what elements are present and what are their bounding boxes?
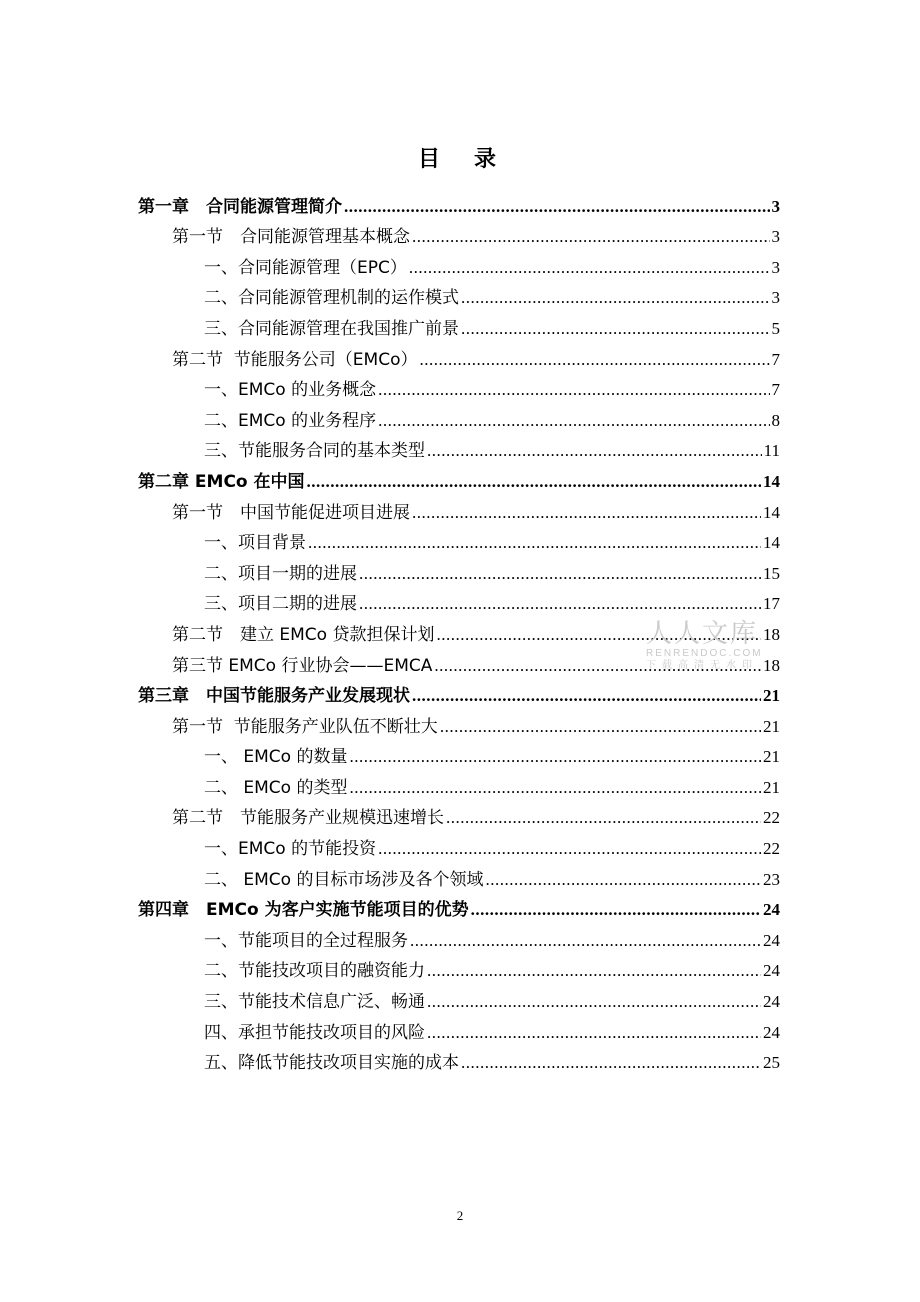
toc-entry-label: 第一节 中国节能促进项目进展 [172, 502, 410, 523]
toc-entry-page: 24 [763, 930, 780, 950]
toc-entry-page: 22 [763, 808, 780, 828]
toc-entry-label: 第二节 建立 EMCo 贷款担保计划 [172, 624, 435, 645]
watermark-tag-text: 下载高清无水印 [646, 660, 758, 671]
toc-leader-dots [344, 197, 770, 217]
toc-leader-dots [427, 961, 761, 981]
toc-leader-dots [409, 258, 770, 278]
toc-leader-dots [420, 350, 770, 370]
toc-entry-label: 一、项目背景 [204, 533, 306, 554]
toc-leader-dots [446, 808, 761, 828]
toc-leader-dots [461, 319, 770, 339]
toc-leader-dots [440, 717, 761, 737]
toc-entry-page: 21 [763, 747, 780, 767]
toc-leader-dots [434, 656, 761, 676]
toc-entry-label: 第一节 合同能源管理基本概念 [172, 227, 410, 248]
toc-entry-label: 三、节能服务合同的基本类型 [204, 441, 425, 462]
toc-entry-page: 24 [763, 1022, 780, 1042]
toc-subsection-entry[interactable] [138, 861, 780, 892]
toc-leader-dots [307, 472, 761, 492]
toc-entry-page: 5 [771, 318, 780, 338]
toc-subsection-entry[interactable] [138, 953, 780, 984]
toc-chapter-entry[interactable] [138, 463, 780, 494]
toc-entry-page: 11 [763, 441, 780, 461]
toc-entry-label: 第二章 EMCo 在中国 [138, 471, 305, 492]
toc-section-entry[interactable] [138, 494, 780, 525]
toc-chapter-entry[interactable] [138, 892, 780, 923]
toc-entry-label: 二、 EMCo 的类型 [204, 777, 348, 798]
toc-leader-dots [412, 503, 761, 523]
toc-leader-dots [486, 870, 762, 890]
toc-leader-dots [461, 1053, 761, 1073]
toc-entry-label: 第二节 节能服务公司（EMCo） [172, 349, 418, 370]
toc-subsection-entry[interactable] [138, 922, 780, 953]
toc-section-entry[interactable] [138, 616, 780, 647]
toc-leader-dots [350, 778, 762, 798]
toc-leader-dots [350, 747, 762, 767]
toc-chapter-entry[interactable] [138, 678, 780, 709]
toc-entry-page: 3 [771, 288, 780, 308]
toc-entry-page: 21 [763, 777, 780, 797]
toc-section-entry[interactable] [138, 219, 780, 250]
toc-subsection-entry[interactable] [138, 555, 780, 586]
toc-chapter-entry[interactable] [138, 188, 780, 219]
toc-entry-label: 一、合同能源管理（EPC） [204, 257, 407, 278]
toc-entry-label: 三、合同能源管理在我国推广前景 [204, 318, 459, 339]
toc-entry-label: 第一节 节能服务产业队伍不断壮大 [172, 716, 438, 737]
toc-subsection-entry[interactable] [138, 983, 780, 1014]
toc-leader-dots [427, 441, 762, 461]
toc-subsection-entry[interactable] [138, 769, 780, 800]
toc-section-entry[interactable] [138, 341, 780, 372]
toc-entry-label: 第三节 EMCo 行业协会——EMCA [172, 655, 433, 676]
toc-entry-page: 21 [763, 686, 780, 706]
toc-leader-dots [471, 900, 761, 920]
toc-subsection-entry[interactable] [138, 310, 780, 341]
toc-subsection-entry[interactable] [138, 586, 780, 617]
toc-leader-dots [461, 288, 770, 308]
toc-entry-label: 第三章 中国节能服务产业发展现状 [138, 686, 410, 707]
toc-entry-label: 第一章 合同能源管理简介 [138, 196, 342, 217]
toc-entry-label: 三、项目二期的进展 [204, 594, 357, 615]
toc-entry-page: 17 [763, 594, 780, 614]
toc-subsection-entry[interactable] [138, 372, 780, 403]
toc-entry-page: 24 [763, 992, 780, 1012]
toc-entry-page: 22 [763, 839, 780, 859]
table-of-contents [138, 188, 780, 1075]
toc-leader-dots [308, 533, 761, 553]
toc-entry-label: 三、节能技术信息广泛、畅通 [204, 992, 425, 1013]
toc-entry-label: 二、项目一期的进展 [204, 563, 357, 584]
toc-leader-dots [359, 564, 761, 584]
toc-entry-page: 24 [763, 961, 780, 981]
toc-subsection-entry[interactable] [138, 433, 780, 464]
toc-section-entry[interactable] [138, 800, 780, 831]
toc-leader-dots [412, 686, 761, 706]
toc-subsection-entry[interactable] [138, 525, 780, 556]
toc-entry-page: 3 [771, 257, 780, 277]
toc-entry-label: 二、 EMCo 的目标市场涉及各个领域 [204, 869, 484, 890]
toc-entry-page: 23 [763, 869, 780, 889]
toc-subsection-entry[interactable] [138, 249, 780, 280]
toc-subsection-entry[interactable] [138, 1014, 780, 1045]
toc-leader-dots [427, 1023, 761, 1043]
toc-entry-label: 二、EMCo 的业务程序 [204, 410, 377, 431]
toc-entry-label: 五、降低节能技改项目实施的成本 [204, 1053, 459, 1074]
toc-entry-page: 25 [763, 1053, 780, 1073]
toc-subsection-entry[interactable] [138, 402, 780, 433]
toc-entry-label: 四、承担节能技改项目的风险 [204, 1022, 425, 1043]
toc-entry-page: 8 [771, 410, 780, 430]
toc-entry-label: 二、合同能源管理机制的运作模式 [204, 288, 459, 309]
toc-section-entry[interactable] [138, 708, 780, 739]
toc-leader-dots [412, 227, 770, 247]
toc-entry-label: 一、EMCo 的业务概念 [204, 380, 377, 401]
toc-leader-dots [410, 931, 761, 951]
toc-subsection-entry[interactable] [138, 280, 780, 311]
toc-entry-label: 第四章 EMCo 为客户实施节能项目的优势 [138, 900, 469, 921]
toc-entry-page: 24 [763, 900, 780, 920]
toc-entry-label: 一、 EMCo 的数量 [204, 747, 348, 768]
toc-entry-page: 14 [763, 502, 780, 522]
toc-entry-label: 第二节 节能服务产业规模迅速增长 [172, 808, 444, 829]
toc-subsection-entry[interactable] [138, 830, 780, 861]
toc-leader-dots [359, 594, 761, 614]
page-number: 2 [456, 1208, 464, 1223]
toc-leader-dots [378, 411, 769, 431]
toc-title: 目 录 [417, 147, 502, 172]
toc-leader-dots [378, 839, 761, 859]
toc-entry-page: 3 [771, 227, 780, 247]
toc-subsection-entry[interactable] [138, 1045, 780, 1076]
toc-entry-page: 7 [771, 349, 780, 369]
toc-entry-label: 一、EMCo 的节能投资 [204, 839, 377, 860]
toc-leader-dots [437, 625, 762, 645]
watermark-sub-text: RENRENDOC.COM [646, 648, 763, 659]
toc-leader-dots [378, 380, 769, 400]
toc-entry-page: 18 [763, 655, 780, 675]
toc-entry-page: 15 [763, 563, 780, 583]
watermark-main-text: 人人文库 [646, 619, 759, 649]
toc-entry-label: 二、节能技改项目的融资能力 [204, 961, 425, 982]
toc-entry-page: 18 [763, 624, 780, 644]
toc-entry-page: 14 [763, 471, 780, 491]
toc-entry-page: 14 [763, 533, 780, 553]
toc-entry-page: 7 [771, 380, 780, 400]
toc-entry-page: 21 [763, 716, 780, 736]
toc-subsection-entry[interactable] [138, 739, 780, 770]
toc-section-entry[interactable] [138, 647, 780, 678]
toc-entry-label: 一、节能项目的全过程服务 [204, 930, 408, 951]
toc-entry-page: 3 [771, 196, 780, 216]
toc-leader-dots [427, 992, 761, 1012]
